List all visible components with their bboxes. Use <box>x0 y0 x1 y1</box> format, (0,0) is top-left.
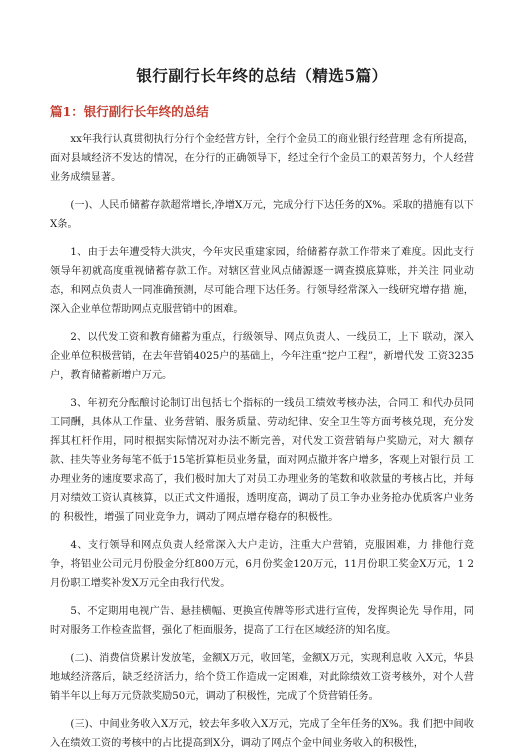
paragraph-intermediate-business: (三)、中间业务收入X万元，较去年多收入X万元，完成了全年任务的X%。我 们把中间收入在绩效工资的考核中的占比提高到X分，调动了网点个金中间业务收入的积极性， <box>50 719 474 749</box>
section-heading: 篇1：银行副行长年终的总结 <box>50 104 209 119</box>
paragraph-deposit-growth: (一)、人民币储蓄存款超常增长,净增X万元，完成分行下达任务的X%。采取的措施有以下X条。 <box>50 200 474 230</box>
paragraph-item-5: 5、不定期用电视广告、悬挂横幅、更换宣传牌等形式进行宣传，发挥舆论先 导作用，同时对服务工作检查监督，强化了柜面服务，提高了工行在区域经济的知名度。 <box>50 606 474 636</box>
paragraph-item-1: 1、由于去年遭受特大洪灾，今年灾民重建家园，给储蓄存款工作带来了难度。因此支行领导年初就高度重视储蓄存款工作。对辖区营业风点储源逐一调查摸底算账，并关注 同业动态，和网点负责人一同准确预测，尽可能合理下达任务。行领导经常深入一线研究增存措 施，深入企业单位帮助网点克服营销中的困难。 <box>50 247 474 315</box>
paragraph-item-2: 2、以代发工资和教育储蓄为重点，行级领导、网点负责人、一线员工，上下 联动，深入企业单位积极营销，在去年营销4025户的基础上，今年注重“挖户工程”，新增代发 工资3235户，教育储蓄新增户万元。 <box>50 332 474 381</box>
paragraph-consumer-credit: (二)、消费信贷累计发放笔，金额X万元，收回笔，金额X万元，实现利息收 入X元，华县地域经济落后，缺乏经济活力，给个贷工作造成一定困难，对此除绩效工资考核外，对个人营销半年以上每万元贷款奖励50元，调动了积极性，完成了个贷营销任务。 <box>50 653 474 702</box>
paragraph-item-4: 4、支行领导和网点负责人经常深入大户走访，注重大户营销，克服困难，力 排他行竞争，将铝业公司元月份股金分红800万元，6月份奖金120万元，11月份职工奖金X万元，1 2月份职工增奖补发X万元全由我行代发。 <box>50 540 474 589</box>
paragraph-item-3: 3、年初充分酝酿讨论制订出包括七个指标的一线员工绩效考核办法，合同工 和代办员同工同酬，具体从工作量、业务营销、服务质量、劳动纪律、安全卫生等方面考核兑现，充分发挥其杠杆作用，同时根据实际情况对办法不断完善，对代发工资营销每户奖励元，对大 额存款、挂失等业务每笔不低于15笔折算柜员业务量，面对网点撤并客户增多，客观上对银行员 工办理业务的速度要求高了，我们极时加大了对员工办理业务的笔数和收款量的考核占比，并每 月对绩效工资认真核算，以正式文件通报，透明度高，调动了员工争办业务抢办优质客户业务的 积极性，增强了同业竞争力，调动了网点增存稳存的积极性。 <box>50 398 474 523</box>
document-title: 银行副行长年终的总结（精选5篇） <box>136 66 388 85</box>
paragraph-intro: xx年我行认真贯彻执行分行个金经营方针，全行个金员工的商业银行经营理 念有所提高，面对县域经济不发达的情况，在分行的正确领导下，经过全行个金员工的艰苦努力，个人经营业务成绩显著。 <box>50 134 474 183</box>
